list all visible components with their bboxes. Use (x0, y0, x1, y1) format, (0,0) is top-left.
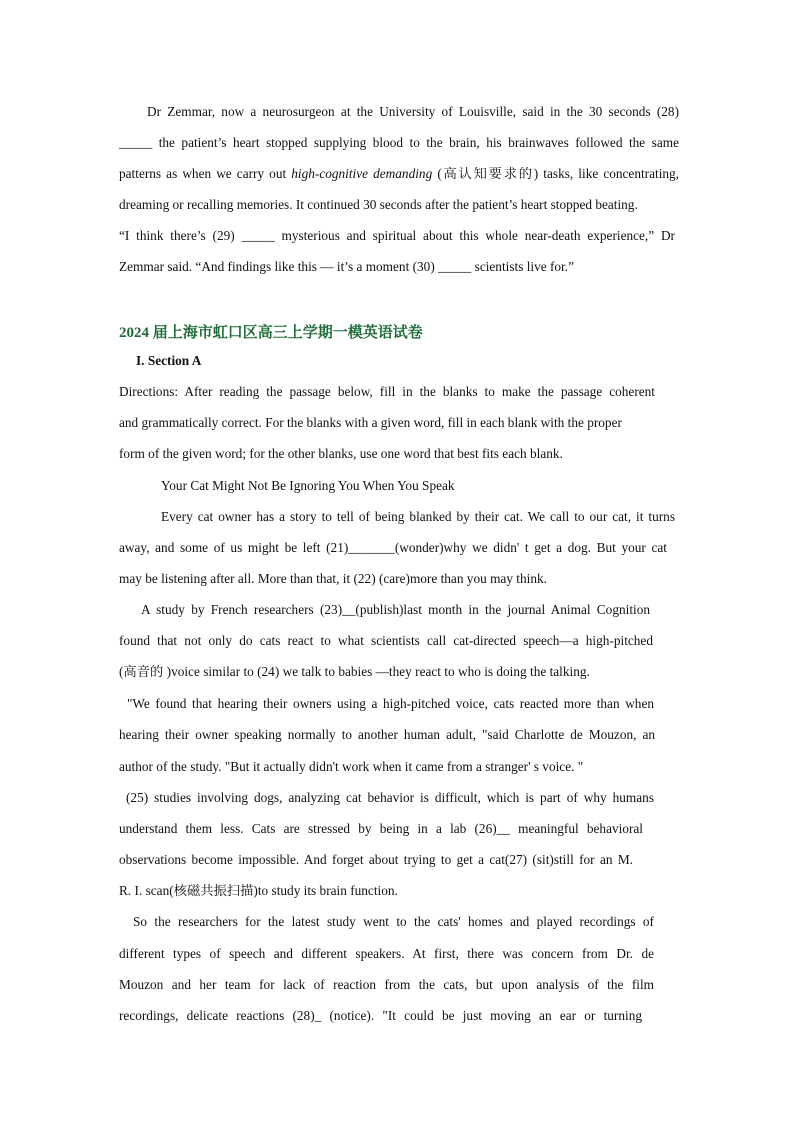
passage2-line-2: away, and some of us might be left (21)_______(wonder)why we didn' t get a dog. But your cat (119, 540, 667, 555)
passage2-line-5: found that not only do cats react to what scientists call cat-directed speech—a high-pitched (119, 633, 653, 648)
passage2-line-12: observations become impossible. And forget about trying to get a cat(27) (sit)still for an M. (119, 852, 633, 867)
passage1-line-3: patterns as when we carry out high-cognitive demanding (高认知要求的) tasks, like concentrating, (119, 166, 680, 181)
passage2-line-13: R. I. scan(核磁共振扫描)to study its brain function. (119, 883, 398, 898)
passage2-line-15: different types of speech and different speakers. At first, there was concern from Dr. de (119, 946, 654, 961)
passage1-line-6: Zemmar said. “And findings like this — it’s a moment (30) _____ scientists live for.” (119, 259, 574, 274)
passage2-line-10: (25) studies involving dogs, analyzing cat behavior is difficult, which is part of why humans (126, 790, 654, 805)
passage2-line-17: recordings, delicate reactions (28)_ (notice). "It could be just moving an ear or turning (119, 1008, 642, 1023)
passage2-line-16: Mouzon and her team for lack of reaction from the cats, but upon analysis of the film (119, 977, 654, 992)
exam-title: 2024 届上海市虹口区高三上学期一模英语试卷 (119, 325, 423, 341)
italic-term: high-cognitive demanding (291, 166, 433, 181)
directions-line-3: form of the given word; for the other blanks, use one word that best fits each blank. (119, 446, 563, 461)
passage2-line-4: A study by French researchers (23)__(publish)last month in the journal Animal Cognition (141, 602, 650, 617)
passage2-line-14: So the researchers for the latest study went to the cats' homes and played recordings of (133, 914, 654, 929)
section-label: I. Section A (136, 353, 202, 368)
passage2-line-11: understand them less. Cats are stressed by being in a lab (26)__ meaningful behavioral (119, 821, 643, 836)
passage1-line-2: _____ the patient’s heart stopped supplying blood to the brain, his brainwaves followed the same (119, 135, 679, 150)
passage2-line-6: (高音的 )voice similar to (24) we talk to babies —they react to who is doing the talking. (119, 664, 590, 679)
passage2-line-8: hearing their owner speaking normally to another human adult, "said Charlotte de Mouzon, an (119, 727, 655, 742)
passage2-line-7: "We found that hearing their owners using a high-pitched voice, cats reacted more than when (127, 696, 654, 711)
directions-line-1: Directions: After reading the passage below, fill in the blanks to make the passage coherent (119, 384, 655, 399)
passage2-line-1: Every cat owner has a story to tell of being blanked by their cat. We call to our cat, it turns (161, 509, 675, 524)
passage-title: Your Cat Might Not Be Ignoring You When You Speak (161, 478, 455, 493)
passage1-line-5: “I think there’s (29) _____ mysterious and spiritual about this whole near-death experience,” Dr (119, 228, 675, 243)
directions-line-2: and grammatically correct. For the blanks with a given word, fill in each blank with the proper (119, 415, 622, 430)
passage2-line-9: author of the study. "But it actually didn't work when it came from a stranger' s voice. " (119, 759, 584, 774)
passage1-line-4: dreaming or recalling memories. It continued 30 seconds after the patient’s heart stopped beating. (119, 197, 638, 212)
passage2-line-3: may be listening after all. More than that, it (22) (care)more than you may think. (119, 571, 547, 586)
passage1-line-1: Dr Zemmar, now a neurosurgeon at the University of Louisville, said in the 30 seconds (28) (147, 104, 679, 119)
